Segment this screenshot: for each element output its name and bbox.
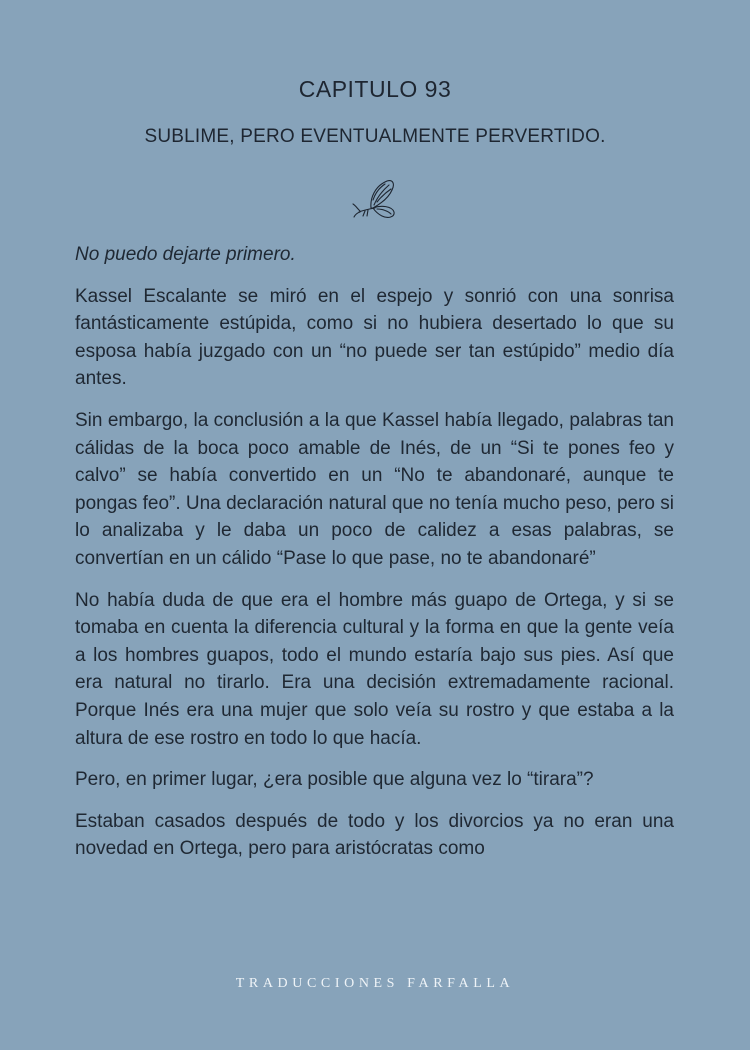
chapter-body (75, 241, 674, 877)
footer-credit: TRADUCCIONES FARFALLA (235, 976, 515, 991)
paragraph: No había duda de que era el hombre más guapo de Ortega, y si se tomaba en cuenta la diferencia cultural y la forma en que la gente veía a los hombres guapos, todo el mundo estaría bajo sus pies. Así que era natural no tirarlo. Era una decisión extremadamente racional. Porque Inés era una mujer que solo veía su rostro y que estaba a la altura de ese rostro en todo lo que hacía. (75, 589, 674, 749)
paragraph: No puedo dejarte primero. (75, 244, 296, 265)
chapter-title: SUBLIME, PERO EVENTUALMENTE PERVERTIDO. (144, 126, 606, 147)
chapter-number: CAPITULO 93 (298, 76, 452, 102)
paragraph: Estaban casados después de todo y los divorcios ya no eran una novedad en Ortega, pero para aristócratas como (75, 810, 674, 860)
paragraph: Sin embargo, la conclusión a la que Kassel había llegado, palabras tan cálidas de la boca poco amable de Inés, de un “Si te pones feo y calvo” se había convertido en un “No te abandonaré, aunque te pongas feo”. Una declaración natural que no tenía mucho peso, pero si lo analizaba y le daba un poco de calidez a esas palabras, se convertían en un cálido “Pase lo que pase, no te abandonaré” (75, 409, 674, 569)
butterfly-icon (351, 178, 397, 220)
paragraph: Pero, en primer lugar, ¿era posible que alguna vez lo “tirara”? (75, 769, 594, 791)
paragraph: Kassel Escalante se miró en el espejo y sonrió con una sonrisa fantásticamente estúpida, como si no hubiera desertado lo que su esposa había juzgado con un “no puede ser tan estúpido” medio día antes. (75, 285, 674, 390)
